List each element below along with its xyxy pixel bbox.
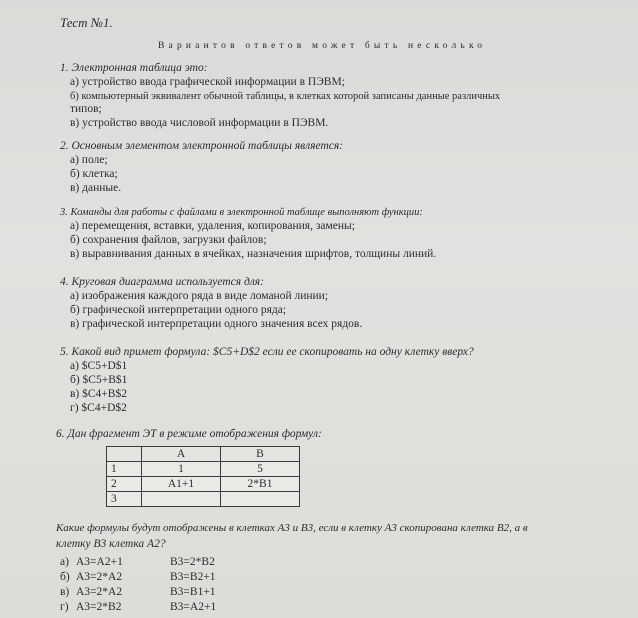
- table-row: [107, 492, 300, 507]
- q4-option-a: а) изображения каждого ряда в виде ломаной линии;: [70, 290, 329, 302]
- question-2: 2. Основным элементом электронной таблицы является:: [60, 140, 344, 152]
- q6-option-c-label: в): [60, 586, 70, 598]
- table-row: [107, 462, 300, 477]
- q6-option-d-label: г): [60, 601, 69, 613]
- q6-option-d-a3: A3=2*B2: [76, 601, 122, 613]
- q6-option-c-a3: A3=2*A2: [76, 586, 123, 598]
- q6-option-a-a3: A3=A2+1: [76, 556, 123, 568]
- table-row: [107, 477, 300, 492]
- q5-option-c: в) $C4+B$2: [70, 388, 127, 400]
- q1-option-b: б) компьютерный эквивалент обычной таблицы, в клетках которой записаны данные различных: [70, 91, 501, 102]
- q6-prompt-line1: Какие формулы будут отображены в клетках А3 и В3, если в клетку А3 скопирована клетка В2, а в: [56, 522, 528, 534]
- q3-option-a: а) перемещения, вставки, удаления, копирования, замены;: [70, 220, 355, 232]
- q6-option-c-b3: B3=B1+1: [170, 586, 216, 598]
- q6-option-a-label: а): [60, 556, 69, 568]
- cell-a2: A1+1: [142, 477, 221, 492]
- corner-cell: [107, 447, 142, 462]
- q6-option-b-b3: B3=B2+1: [170, 571, 216, 583]
- question-6: 6. Дан фрагмент ЭТ в режиме отображения формул:: [56, 428, 322, 440]
- question-1: 1. Электронная таблица это:: [60, 62, 208, 74]
- q4-option-c: в) графической интерпретации одного значения всех рядов.: [70, 318, 363, 330]
- q5-option-a: а) $C5+D$1: [70, 360, 128, 372]
- cell-a1: 1: [142, 462, 221, 477]
- test-title: Тест №1.: [60, 15, 113, 30]
- q2-option-a: а) поле;: [70, 154, 108, 166]
- question-5: 5. Какой вид примет формула: $C5+D$2 если ее скопировать на одну клетку вверх?: [60, 346, 474, 358]
- q5-option-b: б) $C5+B$1: [70, 374, 128, 386]
- q6-option-d-b3: B3=A2+1: [170, 601, 217, 613]
- spreadsheet-fragment: [106, 446, 300, 507]
- row-header-2: 2: [107, 477, 142, 492]
- q6-option-b-label: б): [60, 571, 70, 583]
- question-4: 4. Круговая диаграмма используется для:: [60, 276, 264, 288]
- row-header-1: 1: [107, 462, 142, 477]
- q2-option-c: в) данные.: [70, 182, 122, 194]
- row-header-3: 3: [107, 492, 142, 507]
- cell-b3: [221, 492, 300, 507]
- question-3: 3. Команды для работы с файлами в электронной таблице выполняют функции:: [60, 207, 423, 218]
- q1-option-c: в) устройство ввода числовой информации в ПЭВМ.: [70, 117, 329, 129]
- cell-b1: 5: [221, 462, 300, 477]
- test-subtitle: Вариантов ответов может быть несколько: [158, 41, 487, 51]
- q5-option-d: г) $C4+D$2: [70, 402, 127, 414]
- q1-option-b-cont: типов;: [70, 103, 102, 115]
- q4-option-b: б) графической интерпретации одного ряда;: [70, 304, 287, 316]
- q6-option-a-b3: B3=2*B2: [170, 556, 215, 568]
- cell-a3: [142, 492, 221, 507]
- q6-option-b-a3: A3=2*A2: [76, 571, 123, 583]
- column-header-a: A: [142, 447, 221, 462]
- table-header-row: [107, 447, 300, 462]
- q3-option-b: б) сохранения файлов, загрузки файлов;: [70, 234, 267, 246]
- cell-b2: 2*B1: [221, 477, 300, 492]
- q6-prompt-line2: клетку В3 клетка А2?: [56, 538, 166, 550]
- q2-option-b: б) клетка;: [70, 168, 118, 180]
- q1-option-a: а) устройство ввода графической информации в ПЭВМ;: [70, 76, 345, 88]
- column-header-b: B: [221, 447, 300, 462]
- q3-option-c: в) выравнивания данных в ячейках, назначения шрифтов, толщины линий.: [70, 248, 437, 260]
